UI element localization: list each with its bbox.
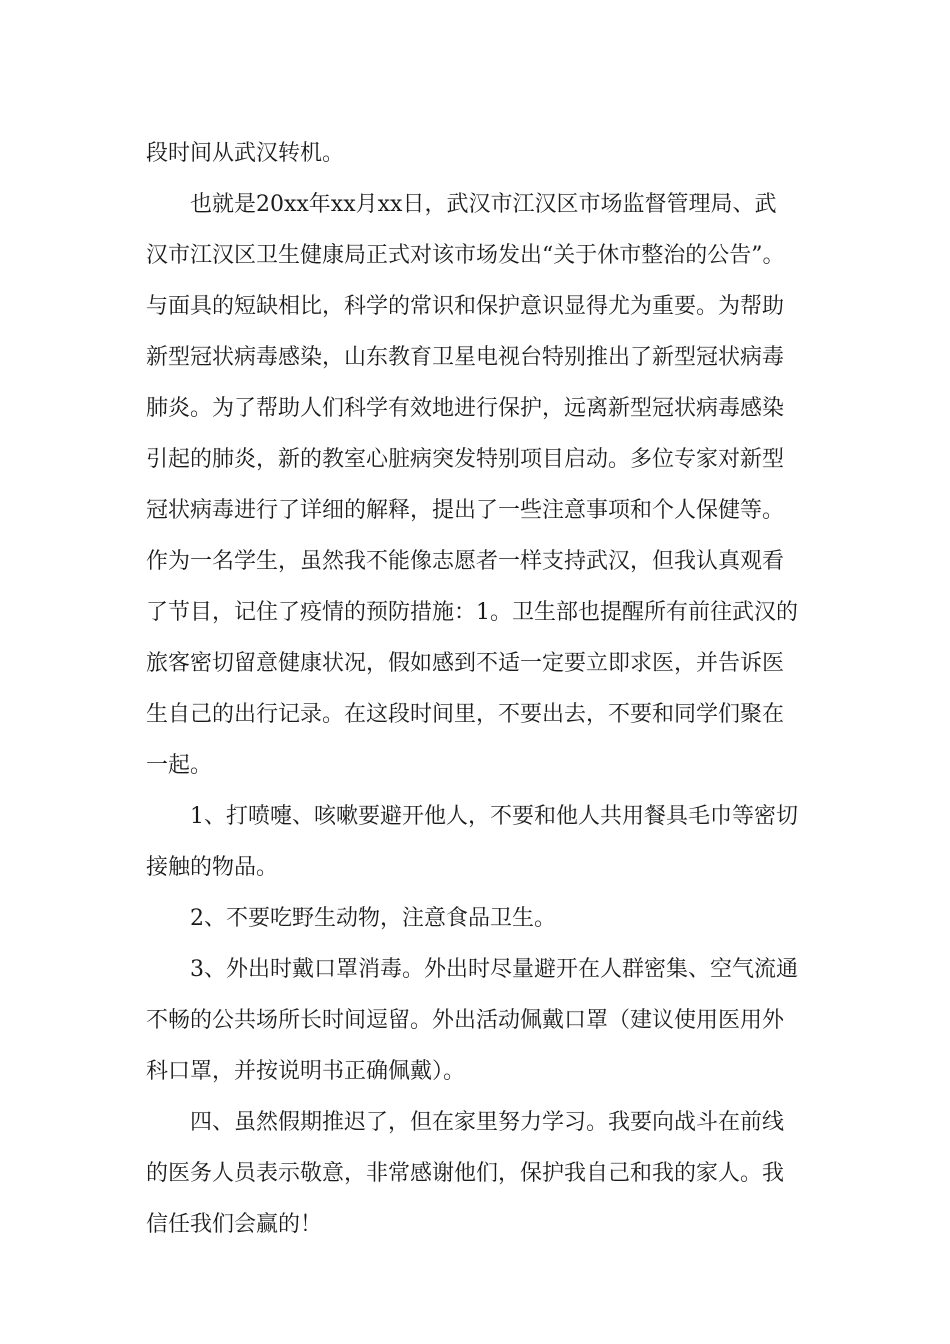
paragraph bbox=[146, 944, 826, 1097]
paragraph bbox=[146, 179, 826, 791]
text-line: 肺炎。为了帮助人们科学有效地进行保护，远离新型冠状病毒感染 bbox=[146, 396, 785, 421]
text-line: 一起。 bbox=[146, 753, 213, 778]
text-line: 作为一名学生，虽然我不能像志愿者一样支持武汉，但我认真观看 bbox=[146, 549, 785, 574]
paragraph bbox=[146, 893, 826, 944]
text-line: 的医务人员表示敬意，非常感谢他们，保护我自己和我的家人。我 bbox=[146, 1161, 785, 1186]
text-line: 信任我们会赢的！ bbox=[146, 1212, 323, 1237]
text-line: 3、外出时戴口罩消毒。外出时尽量避开在人群密集、空气流通 bbox=[190, 957, 798, 982]
text-line: 了节目，记住了疫情的预防措施：1。卫生部也提醒所有前往武汉的 bbox=[146, 600, 798, 625]
text-line: 四、虽然假期推迟了，但在家里努力学习。我要向战斗在前线 bbox=[190, 1110, 785, 1135]
text-line: 冠状病毒进行了详细的解释，提出了一些注意事项和个人保健等。 bbox=[146, 498, 785, 523]
text-line: 旅客密切留意健康状况，假如感到不适一定要立即求医，并告诉医 bbox=[146, 651, 785, 676]
document-body bbox=[146, 128, 826, 1250]
text-line: 科口罩，并按说明书正确佩戴）。 bbox=[146, 1059, 466, 1084]
text-line: 不畅的公共场所长时间逗留。外出活动佩戴口罩（建议使用医用外 bbox=[146, 1008, 785, 1033]
paragraph bbox=[146, 128, 826, 179]
text-line: 1、打喷嚏、咳嗽要避开他人，不要和他人共用餐具毛巾等密切 bbox=[190, 804, 798, 829]
text-line: 也就是20xx年xx月xx日，武汉市江汉区市场监督管理局、武 bbox=[190, 192, 777, 217]
text-line: 新型冠状病毒感染，山东教育卫星电视台特别推出了新型冠状病毒 bbox=[146, 345, 785, 370]
text-line: 接触的物品。 bbox=[146, 855, 279, 880]
text-line: 2、不要吃野生动物，注意食品卫生。 bbox=[190, 906, 556, 931]
text-line: 与面具的短缺相比，科学的常识和保护意识显得尤为重要。为帮助 bbox=[146, 294, 785, 319]
paragraph bbox=[146, 1097, 826, 1250]
text-line: 汉市江汉区卫生健康局正式对该市场发出“关于休市整治的公告”。 bbox=[146, 243, 785, 268]
text-line: 生自己的出行记录。在这段时间里，不要出去，不要和同学们聚在 bbox=[146, 702, 785, 727]
text-line: 段时间从武汉转机。 bbox=[146, 141, 345, 166]
paragraph bbox=[146, 791, 826, 893]
text-line: 引起的肺炎，新的教室心脏病突发特别项目启动。多位专家对新型 bbox=[146, 447, 785, 472]
